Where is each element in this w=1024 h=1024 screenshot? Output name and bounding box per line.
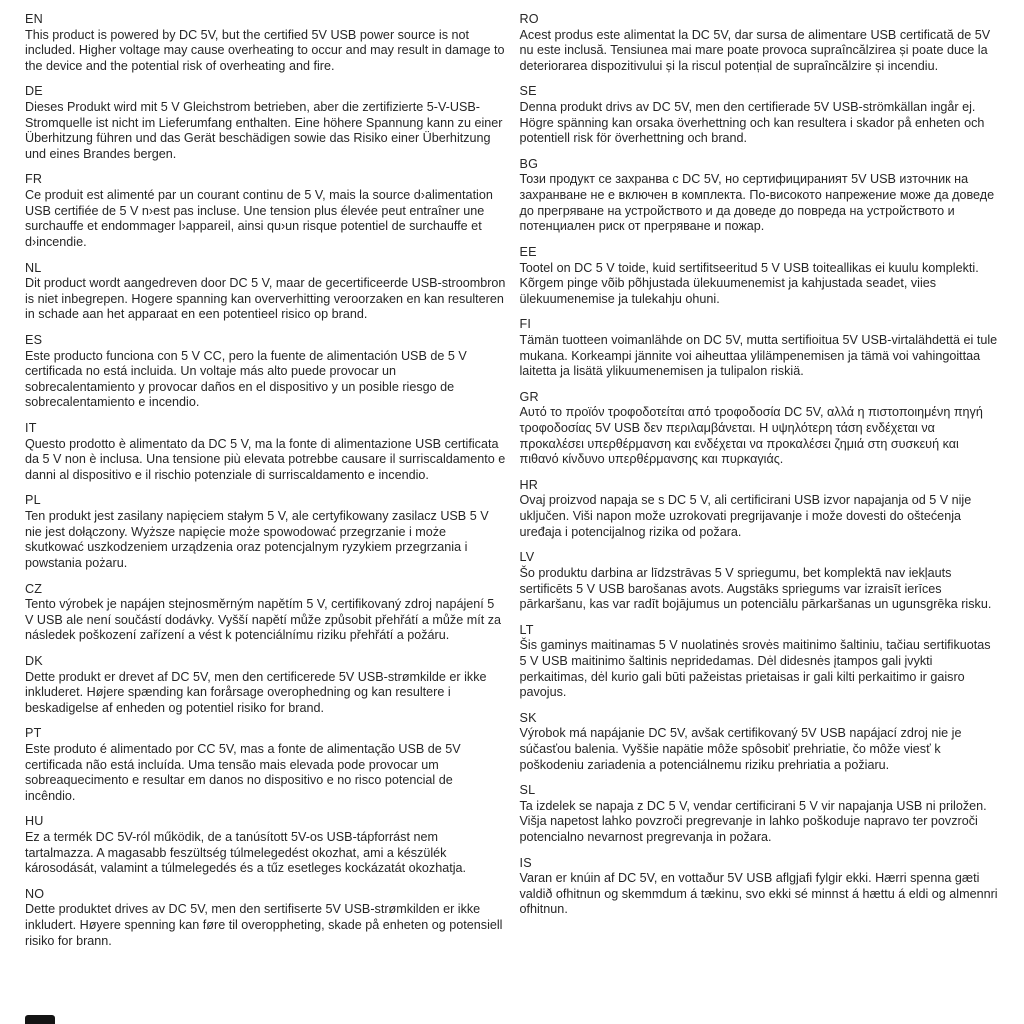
language-text: Varan er knúin af DC 5V, en vottaður 5V USB aflgjafi fylgir ekki. Hærri spenna gæti valdið ofhitnun og skemmdum á tækinu, svo ekki sé minnst á hættu á eldi og almennri ofhitnun. xyxy=(519,871,998,917)
language-text: This product is powered by DC 5V, but the certified 5V USB power source is not included. Higher voltage may cause overheating to occur and may result in damage to the device and the potential risk of overheating and fire. xyxy=(25,27,505,73)
language-code: SE xyxy=(519,84,537,99)
language-code: LT xyxy=(519,622,534,637)
language-code: CZ xyxy=(25,581,43,596)
language-text: Výrobok má napájanie DC 5V, avšak certifikovaný 5V USB napájací zdroj nie je súčasťou balenia. Vyššie napätie môže spôsobiť prehriatie, čo môže viesť k poškodeniu zariadenia a potenciálnemu riziku prehriatia a požiaru. xyxy=(519,726,962,772)
lang-section-hu xyxy=(25,814,506,876)
language-code: PL xyxy=(25,493,41,508)
language-code: FR xyxy=(25,172,43,187)
lang-section-ro xyxy=(520,12,1001,74)
language-text: Ce produit est alimenté par un courant continu de 5 V, mais la source d›alimentation USB certifiée de 5 V n›est pas incluse. Une tension plus élevée peut entraîner une surchauffe et endommager l›appareil, ainsi qu›un risque potentiel de surchauffe et d›incendie. xyxy=(25,188,493,249)
lang-section-fi xyxy=(520,317,1001,379)
language-code: LV xyxy=(519,550,535,565)
lang-section-en xyxy=(25,12,506,74)
language-text: Šis gaminys maitinamas 5 V nuolatinės srovės maitinimo šaltiniu, tačiau sertifikuotas 5 V USB maitinimo šaltinis nepridedamas. Dėl didesnės įtampos gali įvykti perkaitimas, dėl kurio gali būti pažeistas prietaisas ir gali kilti perkaitimo ir gaisro pavojus. xyxy=(519,638,991,700)
right-column xyxy=(520,12,1001,1024)
lang-section-fr xyxy=(25,172,506,250)
language-text: Този продукт се захранва с DC 5V, но сертифицираният 5V USB източник на захранване не е включен в комплекта. По-високото напрежение може да доведе до прегряване на устройството и да доведе до повреда на устройството и потенциален риск от прегряване и пожар. xyxy=(519,172,995,234)
language-text: Acest produs este alimentat la DC 5V, dar sursa de alimentare USB certificată de 5V nu este inclusă. Tensiunea mai mare poate provoca supraîncălzirea și poate duce la deteriorarea dispozitivului și la riscul potențial de supraîncălzire și incendiu. xyxy=(519,27,991,73)
language-code: NL xyxy=(25,260,42,275)
left-column xyxy=(25,12,506,1024)
lang-section-gr xyxy=(520,390,1001,468)
language-code: DE xyxy=(25,84,43,99)
language-code: RO xyxy=(519,12,539,26)
language-code: DK xyxy=(25,653,43,668)
language-text: Ez a termék DC 5V-ról működik, de a tanúsított 5V-os USB-tápforrást nem tartalmazza. A magasabb feszültség túlmelegedést okozhat, ami a készülék károsodását, valamint a túlmelegedés és a tűz esetleges kockázatát okozhatja. xyxy=(25,830,467,876)
lang-section-sk xyxy=(520,711,1001,773)
language-text: Tento výrobek je napájen stejnosměrným napětím 5 V, certifikovaný zdroj napájení 5 V USB ale není součástí dodávky. Vyšší napětí může způsobit přehřátí a může mít za následek poškození zařízení a vést k potenciálnímu riziku přehřátí a požáru. xyxy=(25,597,501,643)
lang-section-cz xyxy=(25,582,506,644)
lang-section-pt xyxy=(25,726,506,804)
language-code: IT xyxy=(25,421,37,436)
language-code: EE xyxy=(519,244,537,259)
lang-section-hr xyxy=(520,478,1001,540)
lang-section-pl xyxy=(25,493,506,571)
language-text: Dit product wordt aangedreven door DC 5 V, maar de gecertificeerde USB-stroombron is niet inbegrepen. Hogere spanning kan oververhitting veroorzaken en kan resulteren in schade aan het apparaat en een potentieel risico op brand. xyxy=(25,276,506,322)
language-code: EN xyxy=(25,12,43,26)
language-text: Dette produkt er drevet af DC 5V, men den certificerede 5V USB-strømkilde er ikke inkluderet. Højere spænding kan forårsage overophedning og kan resultere i beskadigelse af enheden og potentiel risiko for brand. xyxy=(25,669,487,715)
language-text: Αυτό το προϊόν τροφοδοτείται από τροφοδοσία DC 5V, αλλά η πιστοποιημένη πηγή τροφοδοσίας 5V USB δεν περιλαμβάνεται. Η υψηλότερη τάση ενδέχεται να προκαλέσει υπερθέρμανση και ενδέχεται να προκαλέσει ζημιά στη συσκευή και πιθανό κίνδυνο υπερθέρμανσης και πυρκαγιάς. xyxy=(519,405,983,467)
cutoff-black-bar xyxy=(25,1015,55,1024)
language-text: Ta izdelek se napaja z DC 5 V, vendar certificirani 5 V vir napajanja USB ni priložen. Višja napetost lahko povzroči pregrevanje in lahko poškoduje napravo ter povzroči potencialno nevarnost pregrevanja in požara. xyxy=(519,798,987,845)
language-text: Tämän tuotteen voimanlähde on DC 5V, mutta sertifioitua 5V USB-virtalähdettä ei tule mukana. Korkeampi jännite voi aiheuttaa ylilämpenemisen ja tämä voi vahingoittaa laitetta ja lisätä ylikuumenemisen ja tulipalon riskiä. xyxy=(519,332,998,379)
language-code: NO xyxy=(25,886,45,901)
lang-section-se xyxy=(520,84,1001,146)
language-code: FI xyxy=(519,317,532,332)
language-code: PT xyxy=(25,726,42,741)
language-text: Dette produktet drives av DC 5V, men den sertifiserte 5V USB-strømkilden er ikke inkludert. Høyere spenning kan føre til overoppheting, skade på enheten og potensiell risiko for brann. xyxy=(25,902,503,948)
language-code: HU xyxy=(25,814,44,829)
language-text: Denna produkt drivs av DC 5V, men den certifierade 5V USB-strömkällan ingår ej. Högre spänning kan orsaka överhettning och kan resultera i skador på enheten och potentiell risk för överhettning och brand. xyxy=(519,100,985,146)
language-code: IS xyxy=(519,855,532,870)
lang-section-no xyxy=(25,887,506,949)
lang-section-de xyxy=(25,84,506,162)
language-code: BG xyxy=(519,156,539,171)
language-text: Dieses Produkt wird mit 5 V Gleichstrom betrieben, aber die zertifizierte 5-V-USB-Stromquelle ist nicht im Lieferumfang enthalten. Eine höhere Spannung kann zu einer Überhitzung führen und das Gerät beschädigen sowie das Risiko einer Überhitzung und eines Brandes bergen. xyxy=(25,100,503,161)
language-text: Šo produktu darbina ar līdzstrāvas 5 V spriegumu, bet komplektā nav iekļauts sertificēts 5 V USB barošanas avots. Augstāks spriegums var izraisīt ierīces pārkaršanu, kas var radīt bojājumus un potenciālu pārkaršanas un ugunsgrēka risku. xyxy=(519,565,992,612)
lang-section-it xyxy=(25,421,506,483)
lang-section-es xyxy=(25,333,506,411)
language-code: HR xyxy=(519,477,539,492)
language-text: Este producto funciona con 5 V CC, pero la fuente de alimentación USB de 5 V certificada no está incluida. Un voltaje más alto puede provocar un sobrecalentamiento y provocar daños en el dispositivo y un posible riesgo de sobrecalentamiento e incendio. xyxy=(25,348,467,410)
lang-section-lv xyxy=(520,550,1001,612)
language-text: Este produto é alimentado por CC 5V, mas a fonte de alimentação USB de 5V certificada não está incluída. Uma tensão mais elevada pode provocar um sobreaquecimento e resultar em danos no dispositivo e no risco potencial de incêndio. xyxy=(25,741,461,803)
lang-section-is xyxy=(520,856,1001,918)
language-text: Ovaj proizvod napaja se s DC 5 V, ali certificirani USB izvor napajanja od 5 V nije uključen. Viši napon može uzrokovati pregrijavanje i može dovesti do oštećenja uređaja i potencijalnog rizika od požara. xyxy=(519,493,972,539)
language-text: Questo prodotto è alimentato da DC 5 V, ma la fonte di alimentazione USB certificata da 5 V non è inclusa. Una tensione più elevata potrebbe causare il surriscaldamento e danni al dispositivo e il rischio potenziale di surriscaldamento e incendio. xyxy=(25,436,506,482)
language-code: ES xyxy=(25,332,43,347)
language-code: SL xyxy=(519,783,536,798)
language-code: SK xyxy=(519,710,537,725)
language-code: GR xyxy=(519,389,539,404)
lang-section-dk xyxy=(25,654,506,716)
lang-section-ee xyxy=(520,245,1001,307)
language-text: Ten produkt jest zasilany napięciem stałym 5 V, ale certyfikowany zasilacz USB 5 V nie jest dołączony. Wyższe napięcie może spowodować przegrzanie i może skutkować uszkodzeniem urządzenia oraz potencjalnym ryzykiem przegrzania i powstania pożaru. xyxy=(25,509,489,570)
lang-section-lt xyxy=(520,623,1001,701)
lang-section-nl xyxy=(25,261,506,323)
lang-section-bg xyxy=(520,157,1001,235)
lang-section-sl xyxy=(520,783,1001,845)
language-text: Tootel on DC 5 V toide, kuid sertifitseeritud 5 V USB toiteallikas ei kuulu komplekti. Kõrgem pinge võib põhjustada ülekuumenemist ja kahjustada seadet, viies ülekuumenemise ja tulekahju ohuni. xyxy=(519,260,979,306)
